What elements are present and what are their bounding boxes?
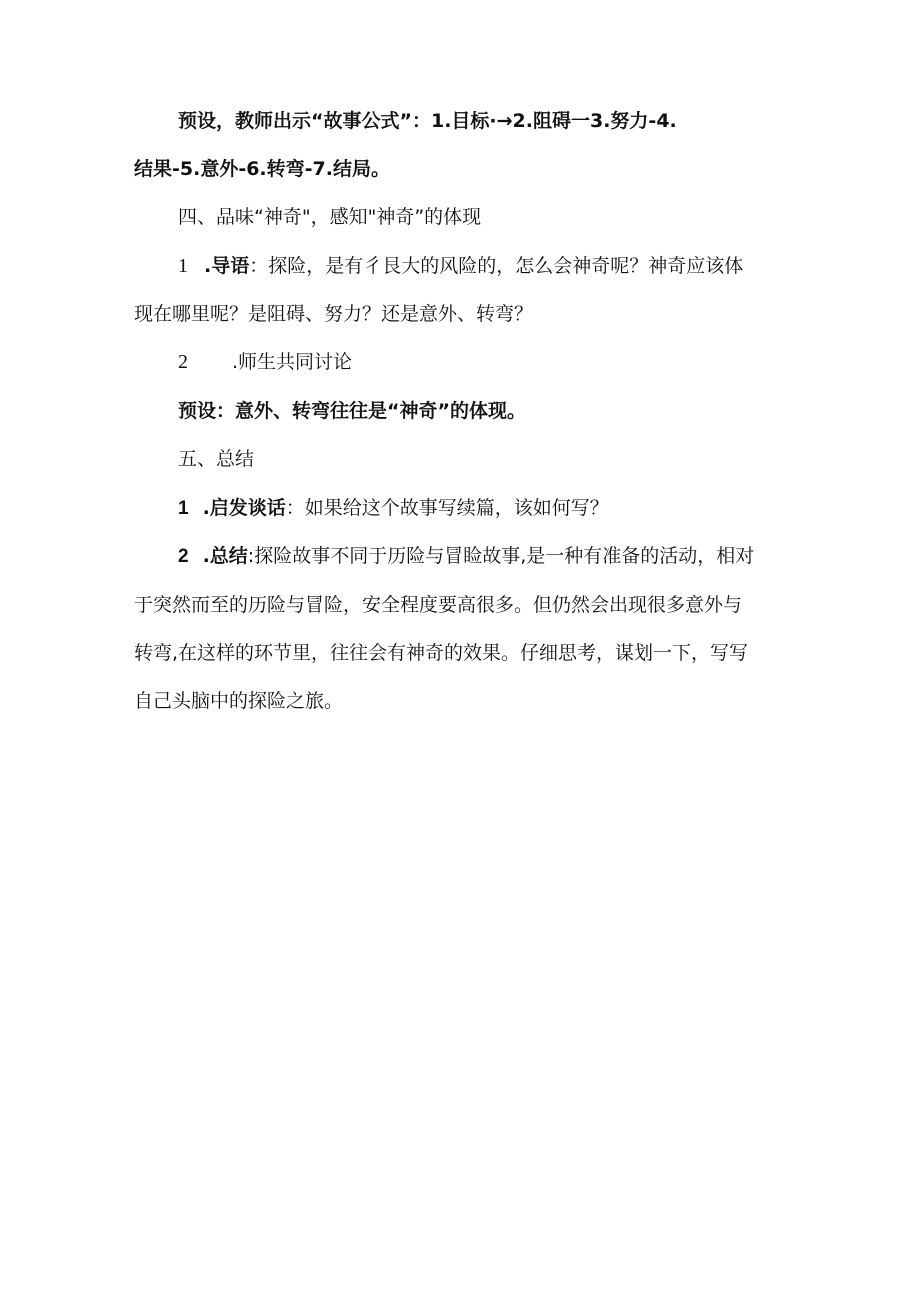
item-label: .总结 [202,545,248,567]
item-summary-line-3: 转弯,在这样的环节里，往往会有神奇的效果。仔细思考，谋划一下，写写 [134,642,749,664]
item-label: .启发谈话 [202,497,286,519]
item-text: .师生共同讨论 [232,351,353,373]
preset-formula-line-2: 结果-5.意外-6.转弯-7.结局。 [134,158,390,180]
item-number: 1 [178,498,189,519]
item-text: :探险故事不同于历险与冒睑故事,是一种有准备的活动，相对 [247,545,755,567]
item-number: 2 [178,546,189,567]
item-discussion [178,347,352,377]
preset-conclusion: 预设：意外、转弯往往是“神奇”的体现。 [178,400,526,422]
item-summary-line-4: 自己头脑中的探险之旅。 [134,690,344,712]
item-text: ：如果给这个故事写续篇，该如何写？ [285,497,609,519]
item-text: ：探险，是有彳艮大的风险的，怎么会神奇呢？神奇应该体 [249,255,744,277]
section-heading-4: 四、品味“神奇"，感知"神奇”的体现 [178,206,482,228]
item-summary-line-1 [178,541,754,571]
item-number: 1 [178,255,188,277]
item-intro-line-2: 现在哪里呢？是阻碍、努力？还是意外、转弯？ [134,303,534,325]
item-inspire-talk [178,493,609,523]
preset-formula-line-1: 预设，教师出示“故事公式”：1.目标·→2.阻碍一3.努力-4. [178,110,677,132]
item-intro-line-1 [178,251,743,281]
item-label: .导语 [204,255,250,277]
section-heading-5: 五、总结 [178,448,255,470]
item-summary-line-2: 于突然而至的历险与冒险，安全程度要高很多。但仍然会出现很多意外与 [134,594,743,616]
item-number: 2 [178,351,188,373]
